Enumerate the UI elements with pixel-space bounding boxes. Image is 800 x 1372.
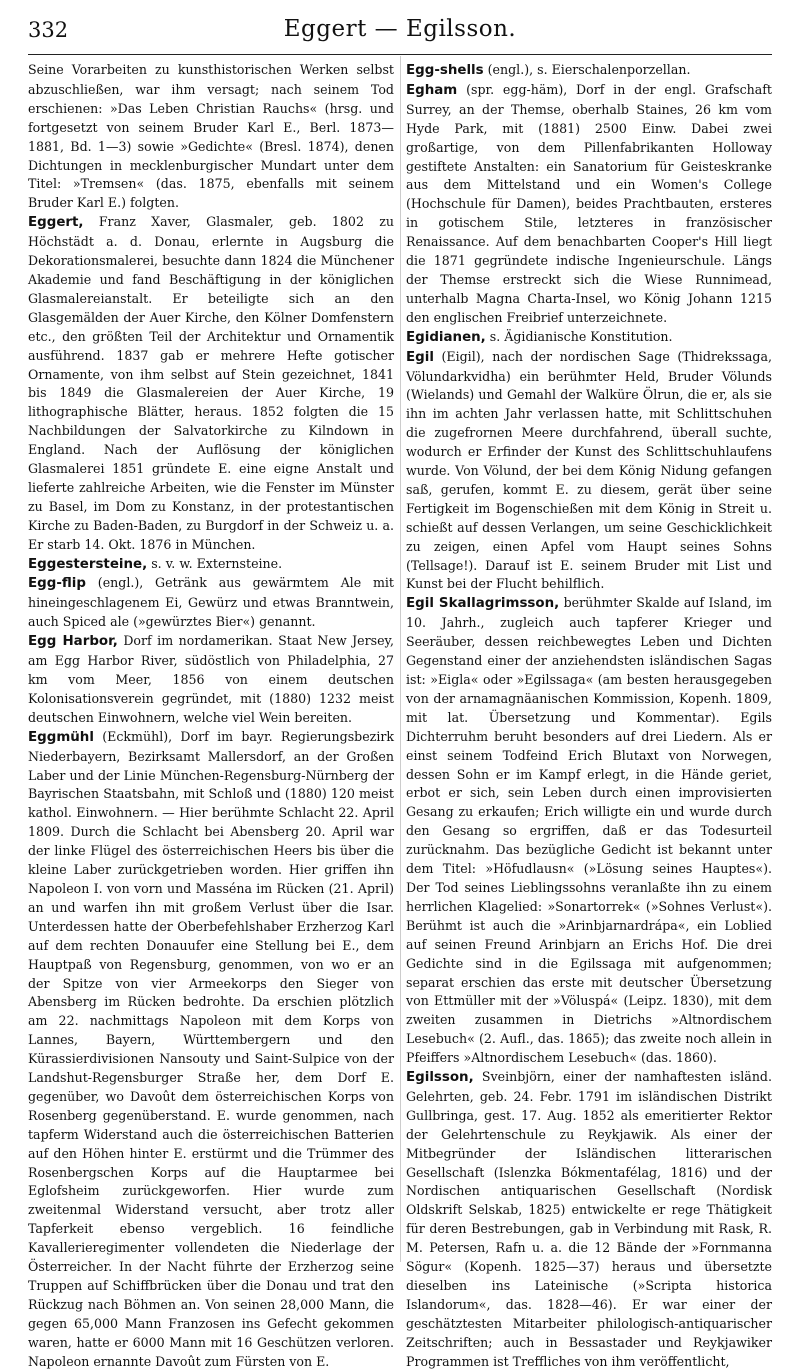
entry-headword: Eggert,	[28, 215, 84, 231]
entry-text: (spr. egg-häm), Dorf in der engl. Grafschaft Surrey, an der Themse, oberhalb Staines, 26 km vom Hyde Park, mit (1881) 2500 Einw. Dabei zwei großartige, von dem Pillenfabrikanten Holloway gestiftete Anstalten: ein Sanatorium für Geisteskranke aus dem Mittelstand und ein Women's College (Hochschule für Damen), beides Prachtbauten, ersteres in gotischem Stile, letzteres in französischer Renaissance. Auf dem benachbarten Cooper's Hill liegt die 1871 gegründete indische Ingenieurschule. Längs der Themse erstreckt sich die Wiese Runnimead, unterhalb Magna Charta-Insel, wo König Johann 1215 den englischen Freibrief unterzeichnete.	[406, 81, 772, 325]
dictionary-entry	[406, 594, 772, 1068]
column-divider	[400, 56, 401, 1262]
entry-headword: Egg-shells	[406, 63, 484, 78]
dictionary-entry	[406, 348, 772, 595]
entry-headword: Egg Harbor,	[28, 634, 118, 650]
dictionary-entry	[28, 632, 394, 728]
entry-text: Franz Xaver, Glasmaler, geb. 1802 zu Höchstädt a. d. Donau, erlernte in Augsburg die Dekorationsmalerei, besuchte dann 1824 die Münchener Akademie und fand Beschäftigung in der königlichen Glasmalereianstalt. Er beteiligte sich an den Glasgemälden der Auer Kirche, den Kölner Domfenstern etc., den größten Teil der Architektur und Ornamentik ausführend. 1837 gab er mehrere Hefte gotischer Ornamente, von ihm selbst auf Stein gezeichnet, 1841 bis 1849 die Glasmalereien der Auer Kirche, 19 lithographische Blätter, heraus. 1852 folgten die 15 Nachbildungen der Salvatorkirche zu Kilndown in England. Nach der Auflösung der königlichen Glasmalerei 1851 gründete E. eine eigne Anstalt und lieferte zahlreiche Arbeiten, wie die Fenster im Münster zu Basel, im Dom zu Konstanz, in der protestantischen Kirche zu Baden-Baden, zu Burgdorf in der Schweiz u. a. Er starb 14. Okt. 1876 in München.	[28, 214, 394, 552]
dictionary-entry	[28, 213, 394, 554]
page-title: Eggert — Egilsson.	[283, 16, 517, 42]
entry-headword: Eggestersteine,	[28, 556, 148, 572]
entry-headword: Egg-flip	[28, 576, 86, 592]
entry-text: Sveinbjörn, einer der namhaftesten isländ. Gelehrten, geb. 24. Febr. 1791 im isländischen Distrikt Gullbringa, gest. 17. Aug. 1852 als emeritierter Rektor der Gelehrtenschule zu Reykjawik. Als einer der Mitbegründer der Isländischen litterarischen Gesellschaft (Islenzka Bókmentafélag, 1816) und der Nordischen antiquarischen Gesellschaft (Nordisk Oldskrift Selskab, 1825) entwickelte er rege Thätigkeit für deren Bestrebungen, gab in Verbindung mit Rask, R. M. Petersen, Rafn u. a. die 12 Bände der »Fornmanna Sögur« (Kopenh. 1825—37) heraus und übersetzte dieselben ins Lateinische (»Scripta historica Islandorum«, das. 1828—46). Er war einer der geschätztesten Mitarbeiter philologisch-antiquarischer Zeitschriften; auch in Bessastader und Reykjawiker Programmen ist Treffliches von ihm veröffentlicht,	[406, 1069, 772, 1369]
entry-headword: Egil Skallagrimsson,	[406, 596, 560, 612]
right-column	[406, 61, 772, 1372]
dictionary-entry	[406, 61, 772, 81]
dictionary-entry	[28, 61, 394, 213]
entry-headword: Egidianen,	[406, 329, 486, 345]
entry-text: s. Ägidianische Konstitution.	[489, 328, 673, 344]
entry-text: (Eckmühl), Dorf im bayr. Regierungsbezirk Niederbayern, Bezirksamt Mallersdorf, an der Großen Laber und der Linie München-Regensburg-Nürnberg der Bayrischen Staatsbahn, mit Schloß und (1880) 120 meist kathol. Einwohnern. — Hier berühmte Schlacht 22. April 1809. Durch die Schlacht bei Abensberg 20. April war der linke Flügel des österreichischen Heers bis über die kleine Laber zurückgetrieben worden. Hier griffen ihn Napoleon I. von vorn und Masséna im Rücken (21. April) an und warfen ihn mit großem Verlust über die Isar. Unterdessen hatte der Oberbefehlshaber Erzherzog Karl auf dem rechten Donauufer eine Stellung bei E., dem Hauptpaß von Regensburg, genommen, von wo er an der Spitze von vier Armeekorps den Sieger von Abensberg im Rücken bedrohte. Da erschien plötzlich am 22. nachmittags Napoleon mit dem Korps von Lannes, Bayern, Württembergern und den Kürassierdivisionen Nansouty und Saint-Sulpice von der Landshut-Regensburger Straße her, dem Dorf E. gegenüber, wo Davoût dem österreichischen Korps von Rosenberg gegenüberstand. E. wurde genommen, nach tapferm Widerstand auch die österreichischen Batterien auf den Höhen hinter E. erstürmt und die Trümmer des Rosenbergschen Korps auf die Hauptarmee bei Eglofsheim zurückgeworfen. Hier wurde zum zweitenmal Widerstand versucht, aber trotz aller Tapferkeit ebenso vergeblich. 16 feindliche Kavallerieregimenter vollendeten die Niederlage der Österreicher. In der Nacht führte der Erzherzog seine Truppen auf Schiffbrücken über die Donau und trat den Rückzug nach Böhmen an. Von seinen 28,000 Mann, die gegen 65,000 Mann Franzosen ins Gefecht gekommen waren, hatte er 6000 Mann mit 16 Geschützen verloren. Napoleon ernannte Davoût zum Fürsten von E.	[28, 728, 394, 1369]
entry-text: s. v. w. Externsteine.	[151, 555, 283, 571]
dictionary-entry	[28, 574, 394, 632]
entry-headword: Eggmühl	[28, 729, 94, 745]
entry-headword: Egil	[406, 349, 434, 365]
dictionary-entry	[406, 328, 772, 348]
entry-text: (Eigil), nach der nordischen Sage (Thidrekssaga, Völundarkvidha) ein berühmter Held, Bruder Völunds (Wielands) und Gemahl der Walküre Ölrun, die er, als sie ihn im achten Jahr verlassen hatte, mit Schlittschuhen die zugefrornen Meere durchfahrend, überall suchte, wodurch er Erfinder der Kunst des Schlittschuhlaufens wurde. Von Völund, der bei dem König Nidung gefangen saß, gerufen, kommt E. zu diesem, gerät über seine Fertigkeit im Bogenschießen mit dem König in Streit u. schießt auf dessen Verlangen, um seine Geschicklichkeit zu zeigen, einen Apfel vom Haupt seines Sohns (Tellsage!). Darauf ist E. seinem Bruder mit List und Kunst bei der Flucht behilflich.	[406, 348, 772, 592]
dictionary-entry	[406, 1068, 772, 1372]
entry-headword: Egilsson,	[406, 1070, 474, 1086]
page-number: 332	[28, 18, 69, 42]
left-column	[28, 61, 394, 1372]
entry-text: Seine Vorarbeiten zu kunsthistorischen Werken selbst abzuschließen, war ihm versagt; nach seinem Tod erschienen: »Das Leben Christian Rauchs« (hrsg. und fortgesetzt von seinem Bruder Karl E., Berl. 1873—1881, Bd. 1—3) sowie »Gedichte« (Bresl. 1874), denen Dichtungen in mecklenburgischer Mundart unter dem Titel: »Tremsen« (das. 1875, ebenfalls mit seinem Bruder Karl E.) folgten.	[28, 62, 394, 211]
entry-text: (engl.), Getränk aus gewärmtem Ale mit hineingeschlagenem Ei, Gewürz und etwas Branntwein, auch Spiced ale (»gewürztes Bier«) genannt.	[28, 575, 394, 630]
dictionary-entry	[28, 555, 394, 575]
dictionary-entry	[406, 81, 772, 328]
entry-text: Dorf im nordamerikan. Staat New Jersey, am Egg Harbor River, südöstlich von Philadelphia, 27 km vom Meer, 1856 von einem deutschen Kolonisationsverein gegründet, mit (1880) 1232 meist deutschen Einwohnern, welche viel Wein bereiten.	[28, 633, 394, 725]
entry-headword: Egham	[406, 82, 458, 98]
page-header	[28, 10, 772, 55]
entry-text: (engl.), s. Eierschalenporzellan.	[487, 62, 691, 77]
entry-text: berühmter Skalde auf Island, im 10. Jahrh., zugleich auch tapferer Krieger und Seeräuber, dessen reichbewegtes Leben und Dichten Gegenstand einer der anziehendsten isländischen Sagas ist: »Eigla« oder »Egilssaga« (am besten herausgegeben von der arnamagnäanischen Kommission, Kopenh. 1809, mit lat. Übersetzung und Kommentar). Egils Dichterruhm beruht besonders auf drei Liedern. Als er einst seinem Todfeind Erich Blutaxt von Norwegen, dessen Sohn er im Kampf erlegt, in die Hände geriet, erbot er sich, sein Leben durch einen improvisierten Gesang zu erkaufen; Erich willigte ein und wurde durch den Gesang so ergriffen, daß er das Todesurteil zurücknahm. Das bezügliche Gedicht ist bekannt unter dem Titel: »Höfudlausn« (»Lösung seines Hauptes«). Der Tod seines Lieblingssohns veranlaßte ihn zu einem herrlichen Klagelied: »Sonartorrek« (»Sohnes Verlust«). Berühmt ist auch die »Arinbjarnardrápa«, ein Loblied auf seinen Freund Arinbjarn an Erichs Hof. Die drei Gedichte sind in die Egilssaga mit aufgenommen; separat erschien das erste mit deutscher Übersetzung von Ettmüller mit der »Völuspá« (Leipz. 1830), mit dem zweiten zusammen in Dietrichs »Altnordischem Lesebuch« (2. Aufl., das. 1865); das zweite noch allein in Pfeiffers »Altnordischem Lesebuch« (das. 1860).	[406, 595, 772, 1066]
